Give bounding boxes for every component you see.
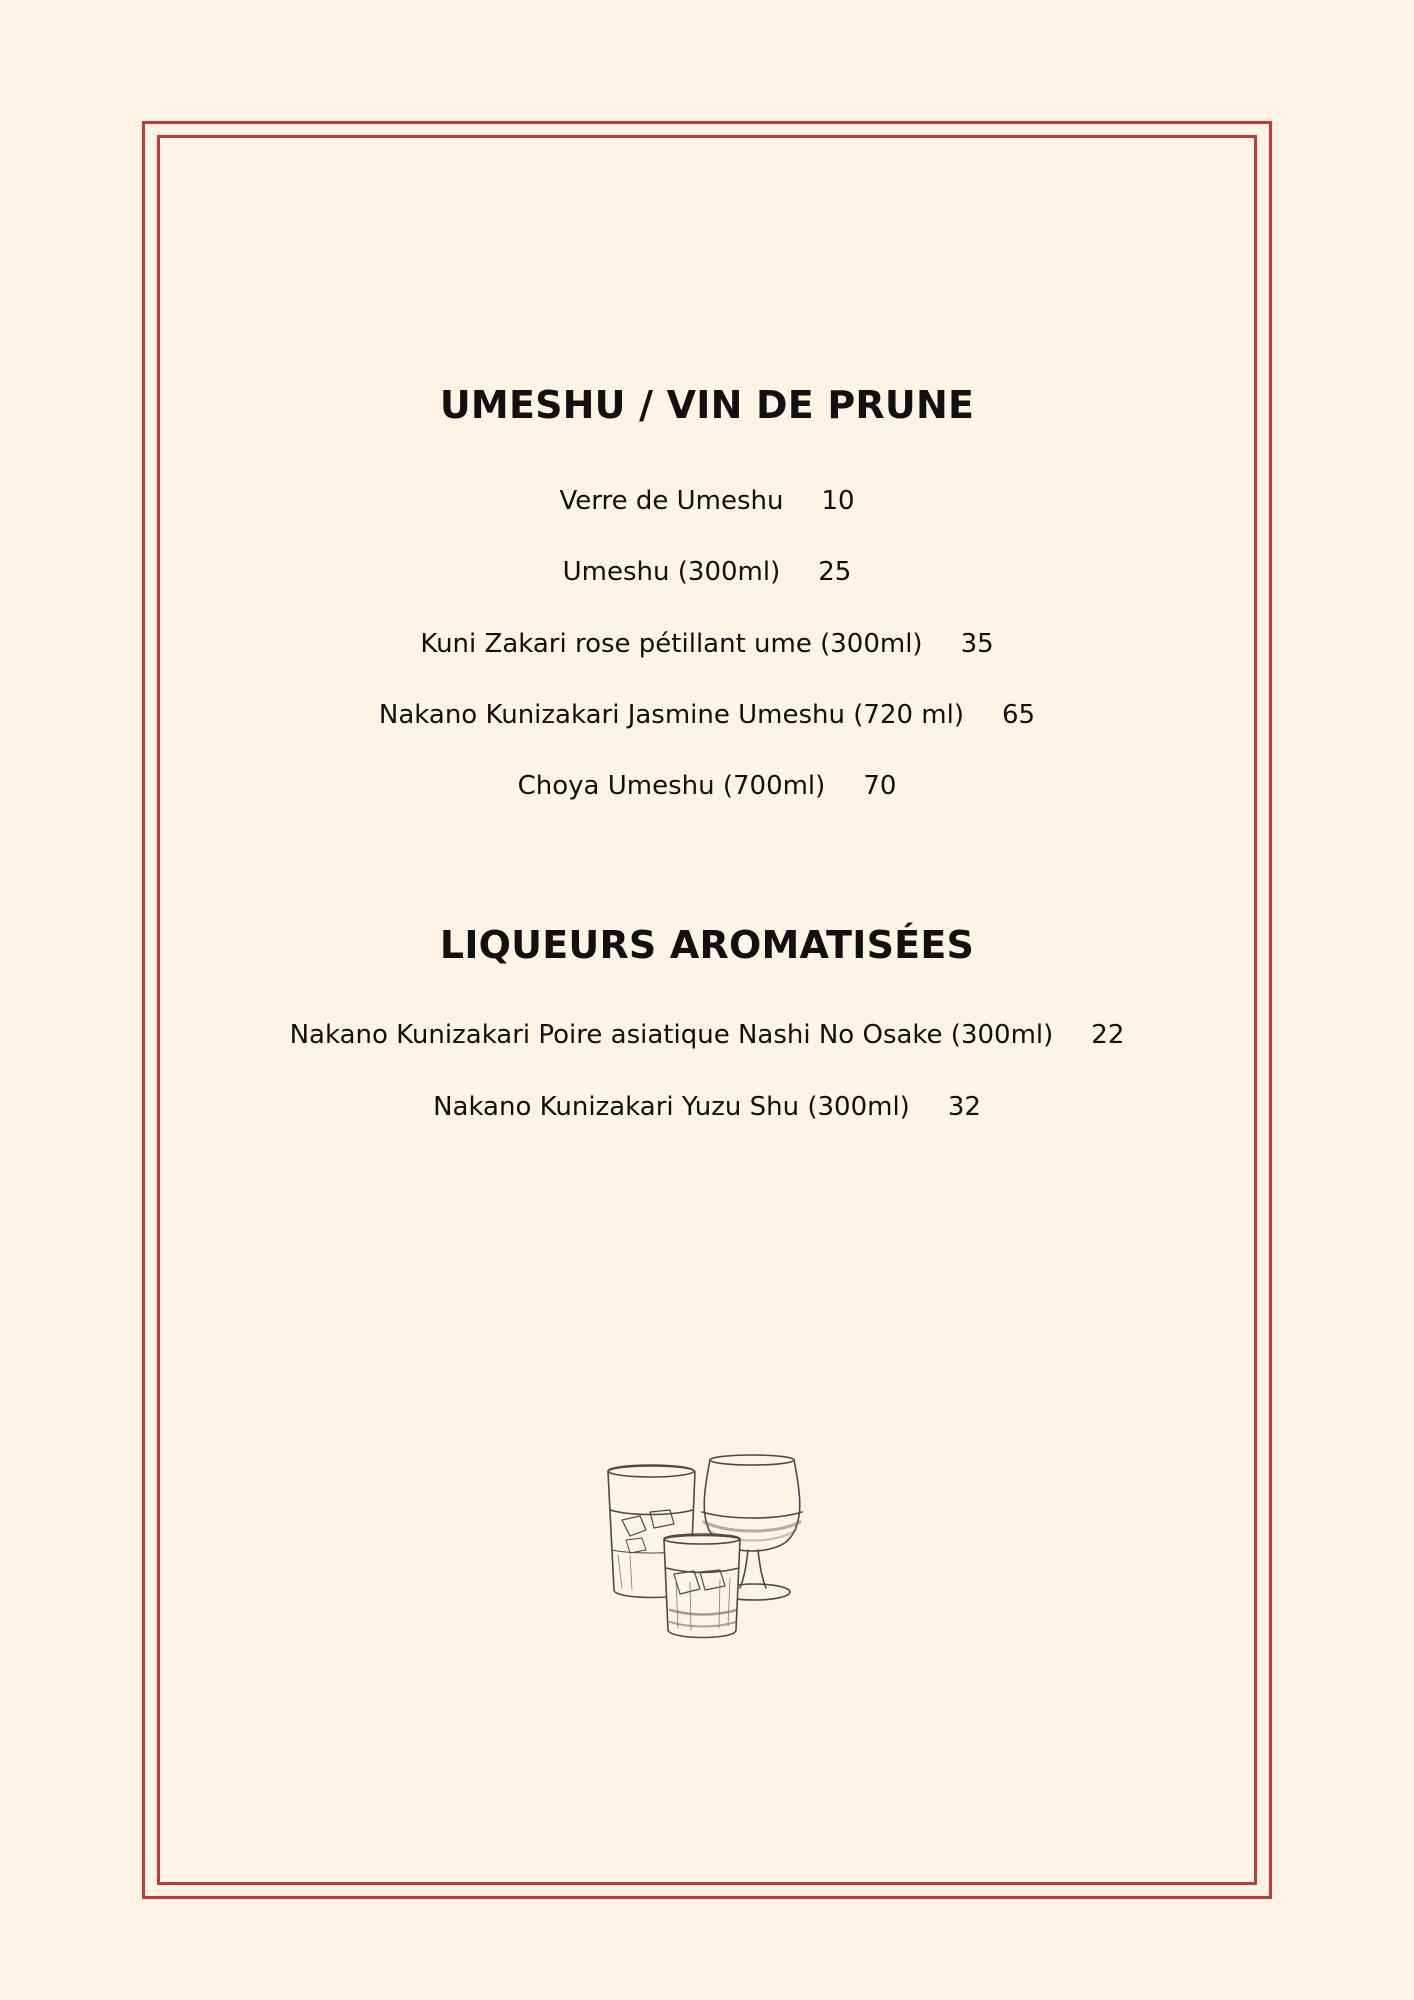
menu-item xyxy=(160,488,1254,514)
menu-item xyxy=(160,559,1254,585)
glasses-sketch-icon xyxy=(600,1450,815,1645)
menu-item xyxy=(160,702,1254,728)
menu-item xyxy=(160,631,1254,657)
menu-item xyxy=(160,1094,1254,1120)
item-name: Nakano Kunizakari Jasmine Umeshu (720 ml) xyxy=(378,700,964,730)
item-name: Nakano Kunizakari Yuzu Shu (300ml) xyxy=(433,1092,910,1122)
item-name: Choya Umeshu (700ml) xyxy=(517,771,826,801)
section-title-liqueurs: LIQUEURS AROMATISÉES xyxy=(439,923,975,967)
item-price: 10 xyxy=(821,486,855,516)
item-name: Kuni Zakari rose pétillant ume (300ml) xyxy=(420,629,923,659)
section-title-umeshu: UMESHU / VIN DE PRUNE xyxy=(439,383,975,427)
item-price: 32 xyxy=(947,1092,981,1122)
item-price: 65 xyxy=(1001,700,1036,730)
item-price: 22 xyxy=(1091,1020,1125,1050)
item-price: 35 xyxy=(960,629,994,659)
item-price: 70 xyxy=(863,771,897,801)
menu-item xyxy=(160,773,1254,799)
item-name: Nakano Kunizakari Poire asiatique Nashi No Osake (300ml) xyxy=(289,1020,1054,1050)
menu-item xyxy=(160,1022,1254,1048)
item-price: 25 xyxy=(818,557,852,587)
item-name: Umeshu (300ml) xyxy=(562,557,781,587)
item-name: Verre de Umeshu xyxy=(559,486,784,516)
